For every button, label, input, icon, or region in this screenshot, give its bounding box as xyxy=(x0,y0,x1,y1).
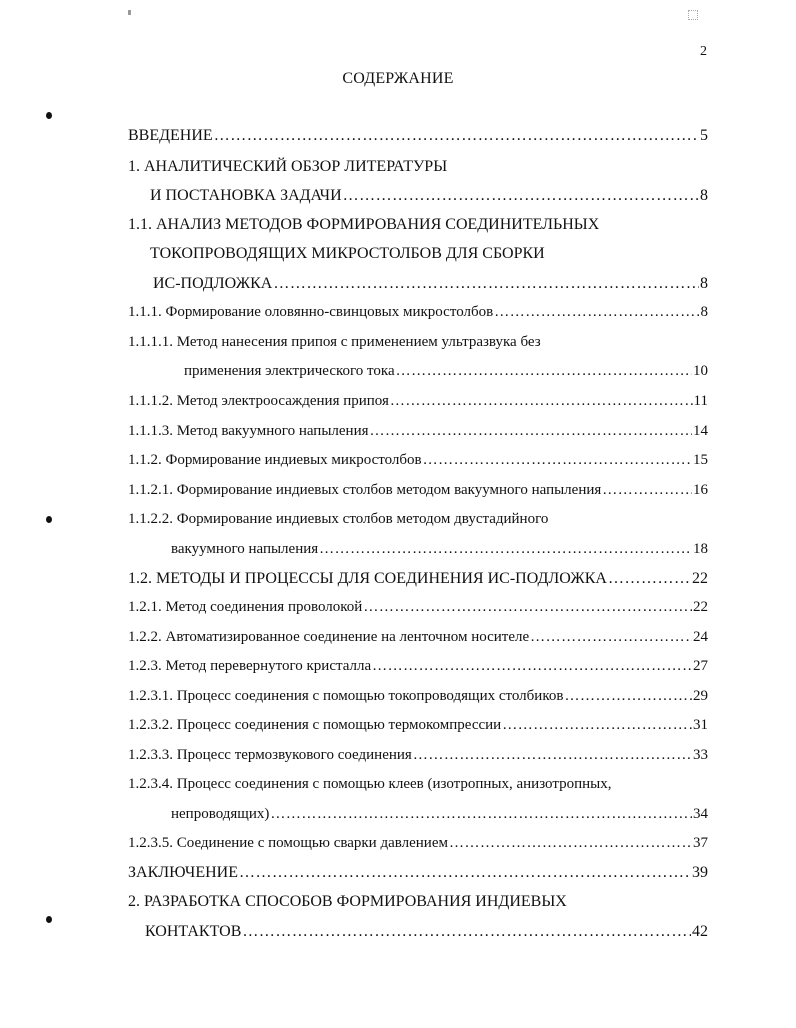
toc-entry xyxy=(128,127,708,145)
toc-entry-title: 1.2. МЕТОДЫ И ПРОЦЕССЫ ДЛЯ СОЕДИНЕНИЯ ИС-ПОДЛОЖКА xyxy=(128,570,607,587)
dot-leader xyxy=(372,658,692,675)
dot-leader xyxy=(449,835,692,852)
dot-leader xyxy=(270,806,692,823)
toc-entry xyxy=(128,658,708,675)
dot-leader xyxy=(239,864,691,882)
toc-entry xyxy=(128,334,541,351)
dot-leader xyxy=(370,423,692,440)
toc-entry-title: 1.2.3.2. Процесс соединения с помощью термокомпрессии xyxy=(128,717,502,733)
dot-leader xyxy=(319,541,692,558)
page-title: СОДЕРЖАНИЕ xyxy=(342,70,454,87)
page-number: 2 xyxy=(700,44,707,59)
toc-entry-page: 39 xyxy=(692,864,708,881)
toc-entry-page: 18 xyxy=(693,541,708,557)
toc-entry-title: ЗАКЛЮЧЕНИЕ xyxy=(128,864,238,881)
toc-entry-title: 1.2.3. Метод перевернутого кристалла xyxy=(128,658,372,674)
dot-leader xyxy=(502,717,692,734)
toc-entry-title: КОНТАКТОВ xyxy=(145,923,242,940)
toc-entry xyxy=(150,245,545,263)
toc-entry xyxy=(128,158,447,176)
toc-entry-page: 8 xyxy=(700,275,708,292)
toc-entry-page: 33 xyxy=(693,747,708,763)
toc-entry-title: 1.2.2. Автоматизированное соединение на ленточном носителе xyxy=(128,629,530,645)
toc-entry-page: 8 xyxy=(700,187,708,204)
toc-entry xyxy=(128,304,708,321)
toc-entry-title: 1.1.1.2. Метод электроосаждения припоя xyxy=(128,393,389,409)
toc-entry-title: 1.1. АНАЛИЗ МЕТОДОВ ФОРМИРОВАНИЯ СОЕДИНИТЕЛЬНЫХ xyxy=(128,216,600,233)
toc-entry-page: 31 xyxy=(693,717,708,733)
toc-entry xyxy=(128,864,708,882)
toc-entry-page: 8 xyxy=(700,304,708,320)
scan-mark xyxy=(128,10,131,15)
toc-entry xyxy=(128,776,611,793)
dot-leader xyxy=(273,275,699,293)
toc-entry xyxy=(128,423,708,440)
toc-entry-title: 1.2.1. Метод соединения проволокой xyxy=(128,599,363,615)
toc-entry xyxy=(128,452,708,469)
toc-entry-title: 1.1.2.1. Формирование индиевых столбов методом вакуумного напыления xyxy=(128,482,602,498)
dot-leader xyxy=(214,127,699,145)
toc-entry-page: 5 xyxy=(700,127,708,144)
toc-entry-title: непроводящих) xyxy=(171,806,270,822)
toc-entry-title: применения электрического тока xyxy=(184,363,395,379)
toc-entry xyxy=(171,806,708,823)
toc-entry-page: 10 xyxy=(693,363,708,379)
toc-entry-title: 1. АНАЛИТИЧЕСКИЙ ОБЗОР ЛИТЕРАТУРЫ xyxy=(128,158,448,175)
toc-entry-title: 1.2.3.1. Процесс соединения с помощью токопроводящих столбиков xyxy=(128,688,564,704)
toc-entry-page: 15 xyxy=(693,452,708,468)
toc-entry xyxy=(128,570,708,588)
binder-hole-dot xyxy=(46,516,52,523)
toc-entry-title: 1.2.3.5. Соединение с помощью сварки давлением xyxy=(128,835,448,851)
toc-entry xyxy=(128,511,548,528)
toc-entry xyxy=(153,275,708,293)
dot-leader xyxy=(363,599,692,616)
toc-entry xyxy=(150,187,708,205)
dot-leader xyxy=(242,923,691,941)
dot-leader xyxy=(413,747,692,764)
toc-entry-title: 1.2.3.4. Процесс соединения с помощью клеев (изотропных, анизотропных, xyxy=(128,776,612,792)
dot-leader xyxy=(423,452,692,469)
toc-entry-title: 1.1.1.1. Метод нанесения припоя с применением ультразвука без xyxy=(128,334,541,350)
toc-entry-title: 1.1.1.3. Метод вакуумного напыления xyxy=(128,423,369,439)
toc-entry-page: 22 xyxy=(693,599,708,615)
dot-leader xyxy=(602,482,692,499)
dot-leader xyxy=(343,187,699,205)
toc-entry-page: 27 xyxy=(693,658,708,674)
toc-entry xyxy=(128,216,599,234)
toc-entry xyxy=(128,482,708,499)
toc-entry-page: 34 xyxy=(693,806,708,822)
toc-entry-page: 11 xyxy=(693,393,708,409)
toc-entry-title: И ПОСТАНОВКА ЗАДАЧИ xyxy=(150,187,342,204)
binder-hole-dot xyxy=(46,112,52,119)
toc-entry xyxy=(128,599,708,616)
toc-entry-page: 37 xyxy=(693,835,708,851)
toc-entry-page: 42 xyxy=(692,923,708,940)
dot-leader xyxy=(530,629,692,646)
toc-entry-title: вакуумного напыления xyxy=(171,541,319,557)
toc-entry xyxy=(184,363,708,380)
dot-leader xyxy=(564,688,692,705)
toc-entry xyxy=(145,923,708,941)
toc-entry-title: 1.2.3.3. Процесс термозвукового соединения xyxy=(128,747,412,763)
toc-entry-title: 1.1.1. Формирование оловянно-свинцовых микростолбов xyxy=(128,304,494,320)
dot-leader xyxy=(396,363,692,380)
toc-entry xyxy=(128,893,567,911)
dot-leader xyxy=(390,393,693,410)
toc-entry-title: 2. РАЗРАБОТКА СПОСОБОВ ФОРМИРОВАНИЯ ИНДИЕВЫХ xyxy=(128,893,567,910)
toc-entry-page: 14 xyxy=(693,423,708,439)
toc-entry xyxy=(128,747,708,764)
toc-entry xyxy=(128,688,708,705)
toc-entry xyxy=(171,541,708,558)
toc-entry-page: 29 xyxy=(693,688,708,704)
toc-entry-page: 16 xyxy=(693,482,708,498)
toc-entry-title: ВВЕДЕНИЕ xyxy=(128,127,213,144)
toc-entry xyxy=(128,393,708,410)
toc-entry-title: 1.1.2. Формирование индиевых микростолбов xyxy=(128,452,422,468)
toc-entry-title: ТОКОПРОВОДЯЩИХ МИКРОСТОЛБОВ ДЛЯ СБОРКИ xyxy=(150,245,545,262)
toc-entry-title: ИС-ПОДЛОЖКА xyxy=(153,275,273,292)
dot-leader xyxy=(608,570,691,588)
binder-hole-dot xyxy=(46,916,52,923)
dot-leader xyxy=(494,304,699,321)
toc-entry-title: 1.1.2.2. Формирование индиевых столбов методом двустадийного xyxy=(128,511,549,527)
toc-entry xyxy=(128,835,708,852)
toc-entry-page: 24 xyxy=(693,629,708,645)
toc-entry xyxy=(128,629,708,646)
toc-entry-page: 22 xyxy=(692,570,708,587)
toc-entry xyxy=(128,717,708,734)
scan-mark xyxy=(688,10,698,20)
